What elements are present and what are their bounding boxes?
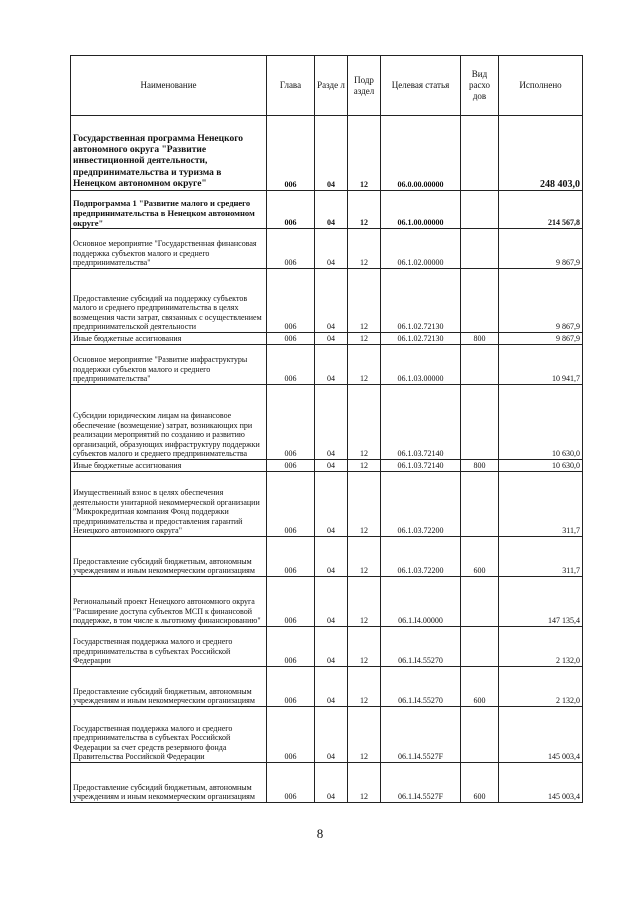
header-executed: Исполнено <box>499 56 583 116</box>
row-expense-type <box>461 627 499 667</box>
row-target-article: 06.1.I4.5527F <box>381 763 461 803</box>
row-executed: 214 567,8 <box>499 191 583 229</box>
row-target-article: 06.1.I4.00000 <box>381 577 461 627</box>
table-row <box>71 460 583 472</box>
row-executed: 145 003,4 <box>499 707 583 763</box>
table-row <box>71 191 583 229</box>
row-target-article: 06.1.03.72200 <box>381 537 461 577</box>
row-razdel: 04 <box>315 577 348 627</box>
row-name: Государственная поддержка малого и среднего предпринимательства в субъектах Российской Федерации за счет средств резервного фонда Правительства Российской Федерации <box>71 707 267 763</box>
row-glava: 006 <box>267 191 315 229</box>
row-podrazdel: 12 <box>348 577 381 627</box>
row-expense-type: 800 <box>461 333 499 345</box>
header-razdel: Разде л <box>315 56 348 116</box>
table-row <box>71 667 583 707</box>
row-expense-type: 600 <box>461 667 499 707</box>
row-executed: 9 867,9 <box>499 333 583 345</box>
row-podrazdel: 12 <box>348 627 381 667</box>
row-name: Иные бюджетные ассигнования <box>71 460 267 472</box>
row-expense-type: 600 <box>461 537 499 577</box>
row-razdel: 04 <box>315 460 348 472</box>
row-target-article: 06.1.03.00000 <box>381 345 461 385</box>
row-executed: 2 132,0 <box>499 667 583 707</box>
row-executed: 147 135,4 <box>499 577 583 627</box>
table-row <box>71 707 583 763</box>
row-podrazdel: 12 <box>348 460 381 472</box>
table-row <box>71 116 583 191</box>
row-target-article: 06.0.00.00000 <box>381 116 461 191</box>
row-name: Основное мероприятие "Развитие инфраструктуры поддержки субъектов малого и среднего предпринимательства" <box>71 345 267 385</box>
row-glava: 006 <box>267 460 315 472</box>
row-executed: 10 630,0 <box>499 385 583 460</box>
row-razdel: 04 <box>315 667 348 707</box>
row-expense-type <box>461 191 499 229</box>
row-podrazdel: 12 <box>348 667 381 707</box>
row-target-article: 06.1.02.00000 <box>381 229 461 269</box>
table-row <box>71 627 583 667</box>
row-podrazdel: 12 <box>348 385 381 460</box>
table-header-row <box>71 56 583 116</box>
row-razdel: 04 <box>315 116 348 191</box>
row-target-article: 06.1.03.72200 <box>381 472 461 537</box>
row-expense-type <box>461 385 499 460</box>
page-number: 8 <box>316 826 324 841</box>
header-expense-type: Вид расхо дов <box>461 56 499 116</box>
row-glava: 006 <box>267 345 315 385</box>
row-executed: 311,7 <box>499 537 583 577</box>
row-glava: 006 <box>267 667 315 707</box>
row-expense-type: 800 <box>461 460 499 472</box>
row-razdel: 04 <box>315 627 348 667</box>
row-name: Подпрограмма 1 "Развитие малого и среднего предпринимательства в Ненецком автономном округе" <box>71 191 267 229</box>
table-row <box>71 333 583 345</box>
row-glava: 006 <box>267 472 315 537</box>
row-glava: 006 <box>267 707 315 763</box>
row-razdel: 04 <box>315 191 348 229</box>
table-row <box>71 577 583 627</box>
row-executed: 9 867,9 <box>499 229 583 269</box>
row-name: Предоставление субсидий бюджетным, автономным учреждениям и иным некоммерческим организациям <box>71 667 267 707</box>
row-expense-type <box>461 116 499 191</box>
row-razdel: 04 <box>315 345 348 385</box>
row-target-article: 06.1.I4.55270 <box>381 667 461 707</box>
row-executed: 311,7 <box>499 472 583 537</box>
row-expense-type <box>461 269 499 333</box>
row-razdel: 04 <box>315 763 348 803</box>
row-expense-type <box>461 472 499 537</box>
row-glava: 006 <box>267 269 315 333</box>
row-name: Основное мероприятие "Государственная финансовая поддержка субъектов малого и среднего предпринимательства" <box>71 229 267 269</box>
row-executed: 2 132,0 <box>499 627 583 667</box>
row-executed: 10 630,0 <box>499 460 583 472</box>
row-glava: 006 <box>267 385 315 460</box>
row-expense-type <box>461 707 499 763</box>
row-podrazdel: 12 <box>348 229 381 269</box>
row-name: Государственная поддержка малого и среднего предпринимательства в субъектах Российской Федерации <box>71 627 267 667</box>
row-name: Субсидии юридическим лицам на финансовое обеспечение (возмещение) затрат, возникающих при реализации мероприятий по созданию и развитию организаций, образующих инфраструктуру поддержки субъектов малого и среднего предпринимательства <box>71 385 267 460</box>
row-razdel: 04 <box>315 472 348 537</box>
row-name: Иные бюджетные ассигнования <box>71 333 267 345</box>
row-glava: 006 <box>267 763 315 803</box>
row-glava: 006 <box>267 577 315 627</box>
row-podrazdel: 12 <box>348 707 381 763</box>
row-razdel: 04 <box>315 269 348 333</box>
row-glava: 006 <box>267 333 315 345</box>
row-podrazdel: 12 <box>348 191 381 229</box>
row-glava: 006 <box>267 229 315 269</box>
row-executed: 145 003,4 <box>499 763 583 803</box>
row-glava: 006 <box>267 627 315 667</box>
table-row <box>71 472 583 537</box>
row-podrazdel: 12 <box>348 763 381 803</box>
header-target-article: Целевая статья <box>381 56 461 116</box>
table-row <box>71 345 583 385</box>
row-podrazdel: 12 <box>348 333 381 345</box>
row-target-article: 06.1.02.72130 <box>381 333 461 345</box>
row-glava: 006 <box>267 537 315 577</box>
row-razdel: 04 <box>315 229 348 269</box>
row-podrazdel: 12 <box>348 537 381 577</box>
row-razdel: 04 <box>315 333 348 345</box>
row-expense-type <box>461 345 499 385</box>
row-podrazdel: 12 <box>348 345 381 385</box>
row-target-article: 06.1.I4.55270 <box>381 627 461 667</box>
row-expense-type <box>461 577 499 627</box>
row-expense-type <box>461 229 499 269</box>
row-razdel: 04 <box>315 385 348 460</box>
budget-table <box>70 55 583 803</box>
row-podrazdel: 12 <box>348 269 381 333</box>
row-target-article: 06.1.I4.5527F <box>381 707 461 763</box>
row-name: Предоставление субсидий бюджетным, автономным учреждениям и иным некоммерческим организациям <box>71 763 267 803</box>
row-name: Имущественный взнос в целях обеспечения деятельности унитарной некоммерческой организации "Микрокредитная компания Фонд поддержки предпринимательства и предоставления гарантий Ненецкого автономного округа" <box>71 472 267 537</box>
row-executed: 10 941,7 <box>499 345 583 385</box>
row-podrazdel: 12 <box>348 116 381 191</box>
row-razdel: 04 <box>315 707 348 763</box>
table-row <box>71 537 583 577</box>
row-target-article: 06.1.03.72140 <box>381 385 461 460</box>
header-glava: Глава <box>267 56 315 116</box>
row-podrazdel: 12 <box>348 472 381 537</box>
row-name: Предоставление субсидий бюджетным, автономным учреждениям и иным некоммерческим организациям <box>71 537 267 577</box>
row-razdel: 04 <box>315 537 348 577</box>
row-target-article: 06.1.02.72130 <box>381 269 461 333</box>
row-executed: 9 867,9 <box>499 269 583 333</box>
row-target-article: 06.1.03.72140 <box>381 460 461 472</box>
table-row <box>71 269 583 333</box>
table-row <box>71 763 583 803</box>
row-executed: 248 403,0 <box>499 116 583 191</box>
row-name: Региональный проект Ненецкого автономного округа "Расширение доступа субъектов МСП к финансовой поддержке, в том числе к льготному финансированию" <box>71 577 267 627</box>
row-name: Предоставление субсидий на поддержку субъектов малого и среднего предпринимательства в целях возмещения части затрат, связанных с осуществлением предпринимательской деятельности <box>71 269 267 333</box>
header-name: Наименование <box>71 56 267 116</box>
row-glava: 006 <box>267 116 315 191</box>
row-expense-type: 600 <box>461 763 499 803</box>
row-target-article: 06.1.00.00000 <box>381 191 461 229</box>
row-name: Государственная программа Ненецкого автономного округа "Развитие инвестиционной деятельности, предпринимательства и туризма в Ненецком автономном округе" <box>71 116 267 191</box>
header-podrazdel: Подр аздел <box>348 56 381 116</box>
table-row <box>71 385 583 460</box>
table-row <box>71 229 583 269</box>
